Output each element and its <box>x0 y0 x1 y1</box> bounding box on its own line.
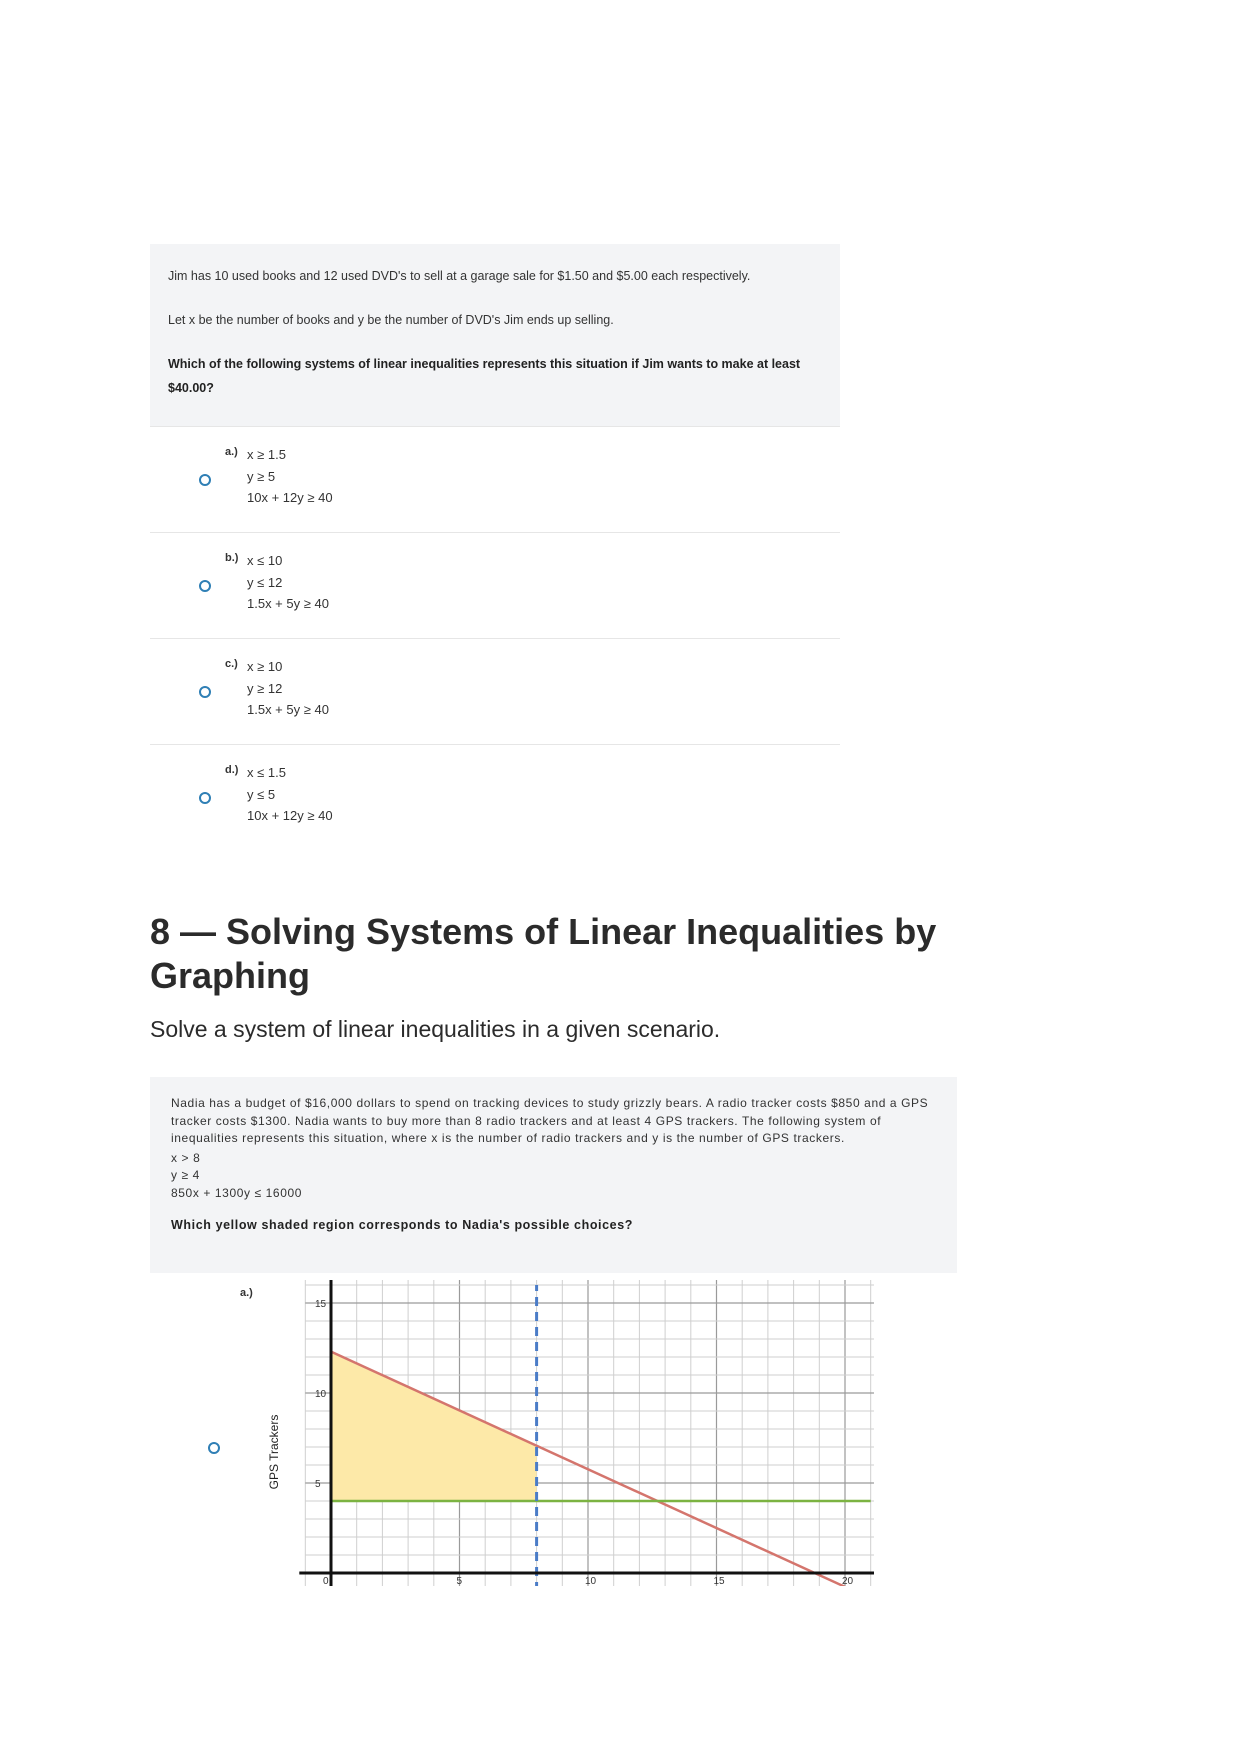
option-letter-d: d.) <box>225 764 239 776</box>
inequality-line: x ≥ 10 <box>247 659 283 674</box>
inequality-line: y ≥ 4 <box>171 1168 200 1182</box>
option-b-system <box>247 550 329 615</box>
question-2-prompt: Which yellow shaded region corresponds to Nadia's possible choices? <box>171 1218 634 1232</box>
y-tick-label: 10 <box>315 1389 327 1400</box>
section-title: 8 — Solving Systems of Linear Inequalities by Graphing <box>150 911 937 996</box>
inequality-line: x ≤ 10 <box>247 553 283 568</box>
answer-option-b[interactable] <box>150 532 840 638</box>
inequality-line: 1.5x + 5y ≥ 40 <box>247 702 329 717</box>
question-1-prompt: Which of the following systems of linear inequalities represents this situation if Jim wants to make at least $40.00? <box>168 357 801 395</box>
inequality-line: x ≤ 1.5 <box>247 765 286 780</box>
y-tick-label: 5 <box>315 1479 321 1490</box>
option-letter-b: b.) <box>225 552 239 564</box>
x-tick-label: 0 <box>323 1576 329 1586</box>
inequality-line: x > 8 <box>171 1150 201 1165</box>
inequality-line: 10x + 12y ≥ 40 <box>247 808 333 823</box>
answer-option-d[interactable] <box>150 744 840 850</box>
option-a-system <box>247 444 333 509</box>
option-c-system <box>247 656 329 721</box>
x-tick-label: 20 <box>842 1576 854 1586</box>
x-tick-label: 5 <box>456 1576 463 1586</box>
radio-button-a[interactable] <box>199 474 211 486</box>
inequality-line: y ≥ 12 <box>247 680 283 696</box>
section-subtitle: Solve a system of linear inequalities in a given scenario. <box>150 1016 721 1042</box>
option-letter-c: c.) <box>225 658 238 670</box>
option-letter-a: a.) <box>225 446 238 458</box>
inequality-graph <box>262 1280 874 1586</box>
option-d-system <box>247 762 333 827</box>
x-tick-label: 15 <box>713 1576 725 1586</box>
question-2-paragraph: Nadia has a budget of $16,000 dollars to spend on tracking devices to study grizzly bears. A radio tracker costs $850 and a GPS tracker costs $1300. Nadia wants to buy more than 8 radio trackers and at least 4 GPS trackers. The following system of inequalities represents this situation, where x is the number of radio trackers and y is the number of GPS trackers. <box>171 1096 929 1145</box>
question-2-card <box>150 1077 957 1273</box>
question-1-card <box>150 244 840 426</box>
answer-option-a[interactable] <box>150 426 840 532</box>
inequality-line: y ≤ 5 <box>247 786 276 802</box>
radio-button-graph-a[interactable] <box>208 1442 220 1454</box>
option-letter-a: a.) <box>240 1287 253 1299</box>
inequality-line: y ≤ 12 <box>247 574 283 590</box>
inequality-line: x ≥ 1.5 <box>247 447 286 462</box>
y-tick-label: 15 <box>315 1299 327 1310</box>
answer-option-c[interactable] <box>150 638 840 744</box>
inequality-line: y ≥ 5 <box>247 468 276 484</box>
inequality-line: 10x + 12y ≥ 40 <box>247 490 333 505</box>
question-1-variables: Let x be the number of books and y be the number of DVD's Jim ends up selling. <box>168 313 614 327</box>
x-tick-label: 10 <box>585 1576 597 1586</box>
y-axis-label: GPS Trackers <box>267 1414 281 1490</box>
inequality-line: 850x + 1300y ≤ 16000 <box>171 1185 303 1200</box>
question-1-intro: Jim has 10 used books and 12 used DVD's to sell at a garage sale for $1.50 and $5.00 each respectively. <box>168 269 751 283</box>
radio-button-b[interactable] <box>199 580 211 592</box>
radio-button-d[interactable] <box>199 792 211 804</box>
inequality-line: 1.5x + 5y ≥ 40 <box>247 596 329 611</box>
radio-button-c[interactable] <box>199 686 211 698</box>
question-2-system <box>171 1150 937 1203</box>
